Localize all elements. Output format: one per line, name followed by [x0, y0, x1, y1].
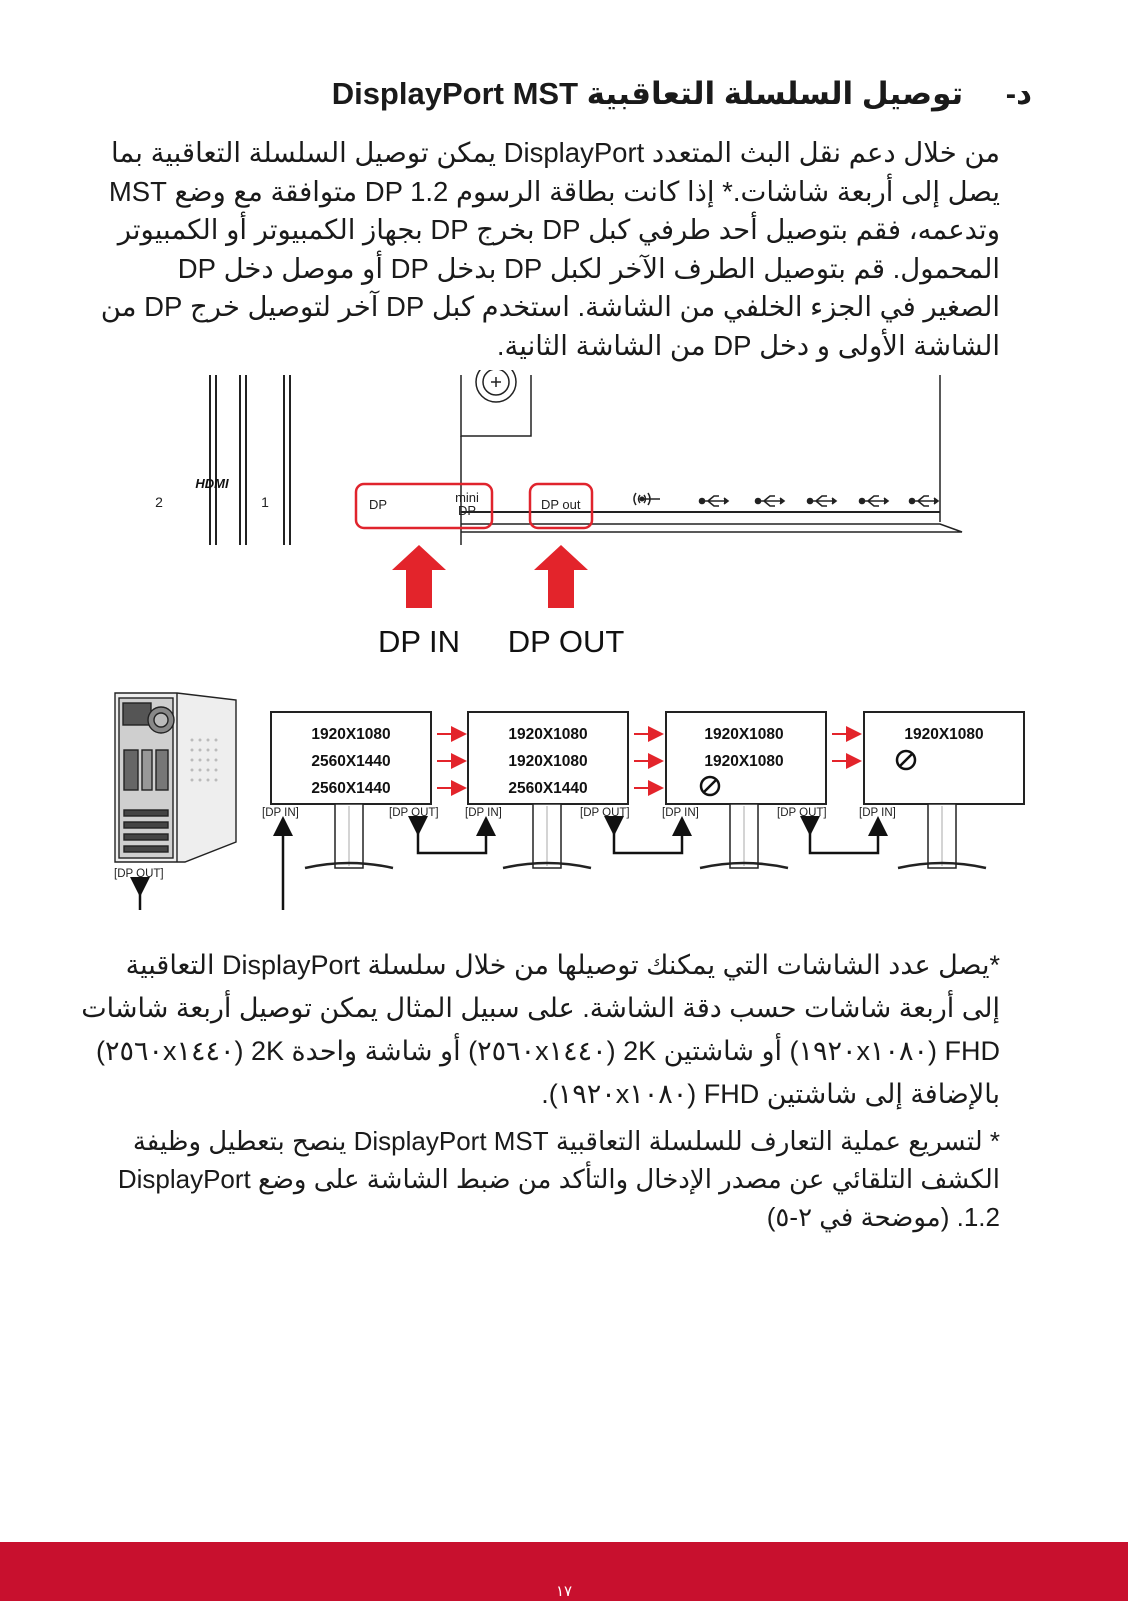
resolution-label: 2560X1440 — [508, 780, 588, 797]
section-title: توصيل السلسلة التعاقبية DisplayPort MST — [331, 76, 964, 111]
resolution-label: 1920X1080 — [311, 726, 391, 743]
pc-tower-illustration — [115, 693, 236, 862]
resolution-label: 1920X1080 — [508, 753, 588, 770]
usb-icon — [910, 496, 939, 506]
dp-in-caption: DP IN — [377, 624, 461, 659]
dp-in-arrow — [392, 545, 446, 608]
mini-dp-label-bottom: DP — [457, 503, 477, 518]
monitor-1-dp-in-label: [DP IN] — [262, 807, 299, 819]
hdmi-port-1-label: 1 — [261, 494, 269, 510]
dp-out-caption: DP OUT — [507, 624, 625, 659]
usb-icon — [808, 496, 837, 506]
dp-out-arrow — [534, 545, 588, 608]
usb-icon — [860, 496, 889, 506]
resolution-label: 1920X1080 — [704, 726, 784, 743]
monitor-2-dp-in-label: [DP IN] — [465, 807, 502, 819]
monitor-3-dp-in-label: [DP IN] — [662, 807, 699, 819]
intro-paragraph: من خلال دعم نقل البث المتعدد DisplayPort يمكن توصيل السلسلة التعاقبية بما يصل إلى أربعة شاشات.* إذا كانت بطاقة الرسوم DP 1.2 متوافقة مع وضع MST وتدعمه، فقم بتوصيل أحد طرفي كبل DP بخرج DP بجهاز الكمبيوتر أو الكمبيوتر المحمول. قم بتوصيل الطرف الآخر لكبل DP بدخل DP أو موصل دخل DP الصغير في الجزء الخلفي من الشاشة. استخدم كبل DP آخر لتوصيل خرج DP من الشاشة الأولى و دخل DP من الشاشة الثانية. — [100, 137, 1000, 361]
footnote-mst-tip: * لتسريع عملية التعارف للسلسلة التعاقبية DisplayPort MST ينصح بتعطيل وظيفة الكشف التلقائي عن مصدر الإدخال والتأكد من ضبط الشاشة على وضع DisplayPort 1.2. (موضحة في ٢-٥) — [117, 1126, 1000, 1232]
resolution-label: 2560X1440 — [311, 780, 391, 797]
pc-dp-out-label: [DP OUT] — [114, 868, 164, 880]
section-marker: د- — [1005, 76, 1032, 111]
section-heading — [72, 72, 1032, 116]
audio-out-icon — [634, 493, 660, 505]
connection-diagram — [0, 370, 1128, 910]
monitor-4-dp-in-label: [DP IN] — [859, 807, 896, 819]
resolution-label: 1920X1080 — [904, 726, 984, 743]
resolution-label: 1920X1080 — [508, 726, 588, 743]
hdmi-logo: HDMI — [195, 476, 229, 491]
usb-icon — [756, 496, 785, 506]
monitor-3-dp-out-label: [DP OUT] — [777, 807, 827, 819]
dp-out-port-label: DP out — [541, 497, 581, 512]
dp-port-label: DP — [369, 497, 388, 512]
footnote-display-count: *يصل عدد الشاشات التي يمكنك توصيلها من خلال سلسلة DisplayPort التعاقبية إلى أربعة شاشات حسب دقة الشاشة. على سبيل المثال يمكن توصيل أربعة شاشات FHD (١٩٢٠x١٠٨٠) أو شاشتين 2K (٢٥٦٠x١٤٤٠) أو شاشة واحدة 2K (٢٥٦٠x١٤٤٠) بالإضافة إلى شاشتين FHD (١٩٢٠x١٠٨٠). — [81, 950, 1000, 1109]
monitor-1-dp-out-label: [DP OUT] — [389, 807, 439, 819]
usb-icon — [700, 496, 729, 506]
resolution-label: 2560X1440 — [311, 753, 391, 770]
hdmi-port-2-label: 2 — [155, 494, 163, 510]
page-number: ١٧ — [555, 1583, 573, 1600]
resolution-label: 1920X1080 — [704, 753, 784, 770]
mini-dp-label-top: mini — [455, 490, 479, 505]
monitor-rear-panel — [210, 370, 962, 545]
monitor-2-dp-out-label: [DP OUT] — [580, 807, 630, 819]
